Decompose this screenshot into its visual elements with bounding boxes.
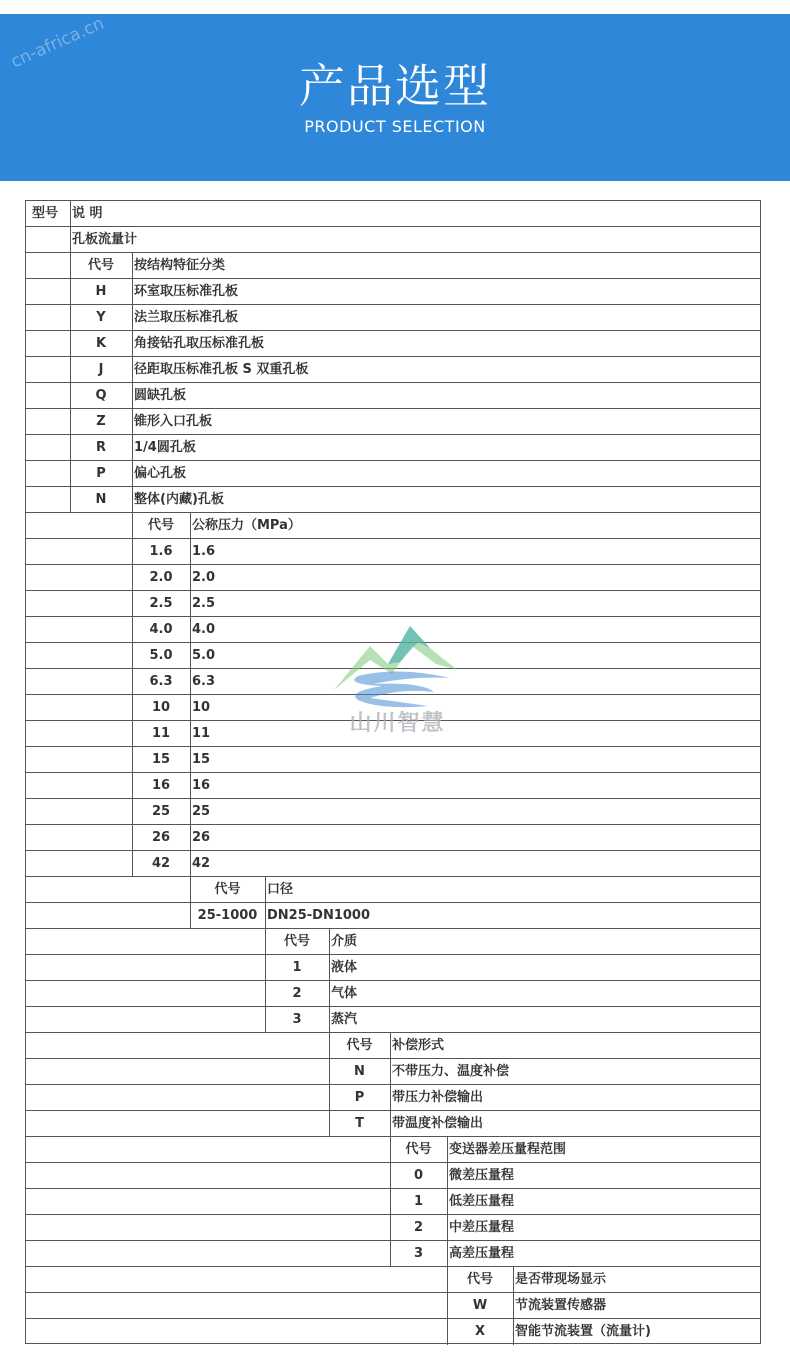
row-description: 5.0 — [192, 648, 216, 663]
row-description: 2.0 — [192, 570, 216, 585]
table-row — [26, 825, 760, 851]
row-code: 代号 — [346, 1038, 373, 1053]
row-code: W — [472, 1298, 488, 1313]
row-code: J — [98, 362, 104, 377]
row-code: 25 — [151, 804, 171, 819]
table-row — [26, 955, 760, 981]
row-code: 3 — [413, 1246, 424, 1261]
table-row — [26, 565, 760, 591]
row-description: 整体(内藏)孔板 — [134, 492, 224, 507]
row-code: N — [354, 1064, 365, 1079]
table-row — [26, 461, 760, 487]
row-description: 1.6 — [192, 544, 216, 559]
row-code: 代号 — [283, 934, 310, 949]
row-description: 带压力补偿输出 — [392, 1090, 484, 1105]
table-row — [26, 877, 760, 903]
table-row — [26, 539, 760, 565]
table-row — [26, 981, 760, 1007]
table-row — [26, 331, 760, 357]
row-description: 角接钻孔取压标准孔板 — [134, 336, 265, 351]
brand-logo-text: 山川智慧 — [349, 711, 446, 736]
row-code: T — [355, 1116, 364, 1131]
row-description: 液体 — [331, 960, 358, 975]
row-code: 1 — [413, 1194, 424, 1209]
row-description: 1/4圆孔板 — [134, 440, 196, 455]
table-row — [26, 1137, 760, 1163]
row-code: Y — [96, 310, 106, 325]
row-description: 带温度补偿输出 — [392, 1116, 484, 1131]
row-code: 代号 — [147, 518, 174, 533]
mountain-river-icon — [330, 618, 465, 708]
row-code: 2 — [292, 986, 302, 1001]
row-code: 1 — [292, 960, 302, 975]
row-code: 代号 — [87, 258, 114, 273]
selection-table — [25, 200, 761, 1344]
table-row — [26, 1163, 760, 1189]
row-description: 智能节流装置（流量计) — [515, 1324, 651, 1339]
row-description: 10 — [192, 700, 211, 715]
row-code: H — [95, 284, 107, 299]
table-row — [26, 383, 760, 409]
row-description: 孔板流量计 — [72, 232, 138, 247]
table-row — [26, 851, 760, 877]
row-code: 代号 — [466, 1272, 493, 1287]
table-row — [26, 1293, 760, 1319]
row-code: 0 — [413, 1168, 424, 1183]
table-row — [26, 1215, 760, 1241]
row-description: 42 — [192, 856, 211, 871]
row-code: 16 — [151, 778, 171, 793]
row-code: 型号 — [32, 206, 59, 221]
row-description: 4.0 — [192, 622, 216, 637]
row-description: 15 — [192, 752, 211, 767]
table-row — [26, 591, 760, 617]
page-title: 产品选型 — [299, 59, 491, 113]
row-code: Q — [95, 388, 107, 403]
row-description: 锥形入口孔板 — [134, 414, 213, 429]
table-row — [26, 435, 760, 461]
row-code: 2.0 — [149, 570, 173, 585]
row-code: 4.0 — [149, 622, 173, 637]
table-row — [26, 409, 760, 435]
row-description: 16 — [192, 778, 211, 793]
row-code: 1.6 — [149, 544, 173, 559]
table-row — [26, 1007, 760, 1033]
row-code: 25-1000 — [197, 908, 258, 923]
row-code: 代号 — [214, 882, 241, 897]
row-code: 11 — [151, 726, 171, 741]
row-description: 径距取压标准孔板 S 双重孔板 — [134, 362, 309, 377]
row-description: 变送器差压量程范围 — [449, 1142, 567, 1157]
row-description: 11 — [192, 726, 211, 741]
table-row — [26, 1189, 760, 1215]
table-row — [26, 201, 760, 227]
table-row — [26, 773, 760, 799]
table-row — [26, 227, 760, 253]
table-row — [26, 513, 760, 539]
row-description: 不带压力、温度补偿 — [392, 1064, 510, 1079]
row-description: 气体 — [331, 986, 358, 1001]
row-code: 3 — [292, 1012, 302, 1027]
table-row — [26, 747, 760, 773]
row-description: 补偿形式 — [392, 1038, 445, 1053]
row-code — [26, 227, 70, 252]
row-description: 蒸汽 — [331, 1012, 358, 1027]
brand-logo — [330, 618, 465, 740]
table-row — [26, 799, 760, 825]
row-description: 2.5 — [192, 596, 216, 611]
row-description: 环室取压标准孔板 — [134, 284, 239, 299]
table-row — [26, 1059, 760, 1085]
row-code: 10 — [151, 700, 171, 715]
row-code: R — [95, 440, 106, 455]
row-description: 是否带现场显示 — [515, 1272, 607, 1287]
table-row — [26, 487, 760, 513]
row-description: 6.3 — [192, 674, 216, 689]
table-row — [26, 357, 760, 383]
row-description: 节流装置传感器 — [515, 1298, 607, 1313]
row-code: K — [95, 336, 107, 351]
page-subtitle: PRODUCT SELECTION — [304, 117, 486, 136]
row-description: 介质 — [331, 934, 358, 949]
row-code: P — [354, 1090, 365, 1105]
row-description: 公称压力（MPa） — [192, 518, 301, 533]
row-code: X — [474, 1324, 486, 1339]
row-description: 微差压量程 — [449, 1168, 515, 1183]
row-code: 26 — [151, 830, 171, 845]
table-row — [26, 929, 760, 955]
row-description: 25 — [192, 804, 211, 819]
table-row — [26, 279, 760, 305]
row-description: DN25-DN1000 — [267, 908, 371, 923]
row-code: 6.3 — [149, 674, 173, 689]
row-description: 高差压量程 — [449, 1246, 515, 1261]
row-description: 中差压量程 — [449, 1220, 515, 1235]
table-row — [26, 1033, 760, 1059]
table-row — [26, 1085, 760, 1111]
row-description: 说 明 — [72, 206, 103, 221]
row-code: 42 — [151, 856, 171, 871]
row-description: 偏心孔板 — [134, 466, 187, 481]
header-banner — [0, 14, 790, 181]
row-code: 2.5 — [149, 596, 173, 611]
row-description: 低差压量程 — [449, 1194, 515, 1209]
table-row — [26, 253, 760, 279]
row-description: 按结构特征分类 — [134, 258, 226, 273]
table-row — [26, 305, 760, 331]
row-code: P — [96, 466, 106, 481]
row-code: 代号 — [405, 1142, 432, 1157]
table-row — [26, 903, 760, 929]
row-code: N — [95, 492, 107, 507]
row-code: 5.0 — [149, 648, 173, 663]
table-row — [26, 1267, 760, 1293]
row-code: 15 — [151, 752, 171, 767]
row-description: 26 — [192, 830, 211, 845]
watermark-text: cn-africa.cn — [8, 13, 108, 73]
row-code: 2 — [413, 1220, 424, 1235]
row-description: 圆缺孔板 — [134, 388, 187, 403]
row-description: 法兰取压标准孔板 — [134, 310, 239, 325]
row-code: Z — [96, 414, 106, 429]
row-description: 口径 — [267, 882, 294, 897]
table-row — [26, 1319, 760, 1345]
table-row — [26, 1111, 760, 1137]
table-row — [26, 1241, 760, 1267]
